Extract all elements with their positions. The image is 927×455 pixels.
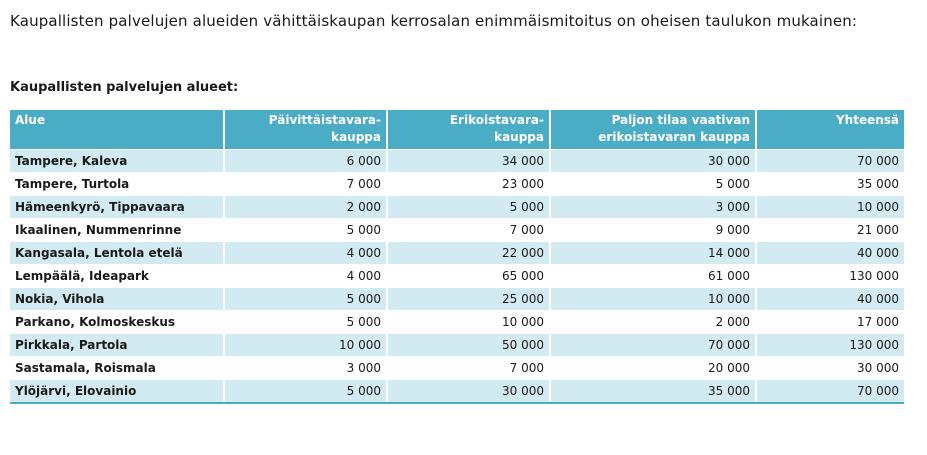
header-paivittaistavara-line1: Päivittäistavara- — [268, 113, 381, 127]
cell-paivittaistavara: 4 000 — [225, 264, 388, 287]
cell-erikoistavara: 7 000 — [388, 218, 551, 241]
cell-alue: Kangasala, Lentola etelä — [10, 241, 225, 264]
header-paljon-tilaa-vaativan-kauppa — [551, 110, 757, 149]
table-row — [10, 333, 904, 356]
cell-paivittaistavara: 5 000 — [225, 379, 388, 402]
table-row — [10, 241, 904, 264]
table-row — [10, 195, 904, 218]
cell-yhteensa: 30 000 — [757, 356, 904, 379]
cell-paivittaistavara: 4 000 — [225, 241, 388, 264]
cell-alue: Ikaalinen, Nummenrinne — [10, 218, 225, 241]
cell-paivittaistavara: 3 000 — [225, 356, 388, 379]
cell-paljon-tilaa: 70 000 — [551, 333, 757, 356]
intro-paragraph: Kaupallisten palvelujen alueiden vähittäiskaupan kerrosalan enimmäismitoitus on oheisen taulukon mukainen: — [10, 12, 858, 30]
table-row — [10, 310, 904, 333]
cell-paljon-tilaa: 20 000 — [551, 356, 757, 379]
cell-yhteensa: 70 000 — [757, 149, 904, 172]
table-row — [10, 218, 904, 241]
header-yhteensa-label: Yhteensä — [835, 113, 899, 127]
cell-yhteensa: 40 000 — [757, 287, 904, 310]
header-paivittaistavarakauppa — [225, 110, 388, 149]
cell-paivittaistavara: 5 000 — [225, 287, 388, 310]
cell-paljon-tilaa: 2 000 — [551, 310, 757, 333]
cell-paivittaistavara: 5 000 — [225, 310, 388, 333]
cell-erikoistavara: 50 000 — [388, 333, 551, 356]
cell-yhteensa: 35 000 — [757, 172, 904, 195]
cell-yhteensa: 130 000 — [757, 264, 904, 287]
table-row — [10, 379, 904, 402]
cell-paljon-tilaa: 30 000 — [551, 149, 757, 172]
cell-yhteensa: 40 000 — [757, 241, 904, 264]
cell-yhteensa: 17 000 — [757, 310, 904, 333]
header-erikoistavarakauppa — [388, 110, 551, 149]
cell-yhteensa: 70 000 — [757, 379, 904, 402]
cell-alue: Lempäälä, Ideapark — [10, 264, 225, 287]
header-paljon-tilaa-line1: Paljon tilaa vaativan — [611, 113, 750, 127]
cell-erikoistavara: 30 000 — [388, 379, 551, 402]
cell-yhteensa: 130 000 — [757, 333, 904, 356]
table-row — [10, 149, 904, 172]
cell-alue: Ylöjärvi, Elovainio — [10, 379, 225, 402]
cell-paivittaistavara: 10 000 — [225, 333, 388, 356]
cell-paljon-tilaa: 14 000 — [551, 241, 757, 264]
cell-paljon-tilaa: 10 000 — [551, 287, 757, 310]
table-header-row — [10, 110, 904, 149]
table-title: Kaupallisten palvelujen alueet: — [10, 80, 239, 95]
cell-paivittaistavara: 5 000 — [225, 218, 388, 241]
cell-alue: Sastamala, Roismala — [10, 356, 225, 379]
cell-paljon-tilaa: 61 000 — [551, 264, 757, 287]
cell-paljon-tilaa: 35 000 — [551, 379, 757, 402]
cell-erikoistavara: 10 000 — [388, 310, 551, 333]
cell-yhteensa: 10 000 — [757, 195, 904, 218]
cell-alue: Parkano, Kolmoskeskus — [10, 310, 225, 333]
cell-alue: Nokia, Vihola — [10, 287, 225, 310]
header-erikoistavara-line2: kauppa — [494, 130, 544, 144]
cell-erikoistavara: 23 000 — [388, 172, 551, 195]
cell-alue: Tampere, Kaleva — [10, 149, 225, 172]
header-alue-label: Alue — [15, 113, 46, 127]
table-row — [10, 356, 904, 379]
table-row — [10, 172, 904, 195]
cell-paivittaistavara: 2 000 — [225, 195, 388, 218]
table-row — [10, 287, 904, 310]
cell-yhteensa: 21 000 — [757, 218, 904, 241]
header-erikoistavara-line1: Erikoistavara- — [449, 113, 544, 127]
cell-erikoistavara: 34 000 — [388, 149, 551, 172]
cell-paivittaistavara: 6 000 — [225, 149, 388, 172]
cell-alue: Tampere, Turtola — [10, 172, 225, 195]
cell-paljon-tilaa: 9 000 — [551, 218, 757, 241]
retail-areas-table — [10, 110, 904, 404]
cell-paljon-tilaa: 3 000 — [551, 195, 757, 218]
cell-erikoistavara: 5 000 — [388, 195, 551, 218]
cell-paljon-tilaa: 5 000 — [551, 172, 757, 195]
cell-alue: Pirkkala, Partola — [10, 333, 225, 356]
table-row — [10, 264, 904, 287]
header-alue — [10, 110, 225, 149]
cell-paivittaistavara: 7 000 — [225, 172, 388, 195]
header-yhteensa — [757, 110, 904, 149]
header-paljon-tilaa-line2: erikoistavaran kauppa — [598, 130, 750, 144]
cell-erikoistavara: 65 000 — [388, 264, 551, 287]
cell-erikoistavara: 22 000 — [388, 241, 551, 264]
header-paivittaistavara-line2: kauppa — [331, 130, 381, 144]
cell-erikoistavara: 25 000 — [388, 287, 551, 310]
cell-alue: Hämeenkyrö, Tippavaara — [10, 195, 225, 218]
cell-erikoistavara: 7 000 — [388, 356, 551, 379]
